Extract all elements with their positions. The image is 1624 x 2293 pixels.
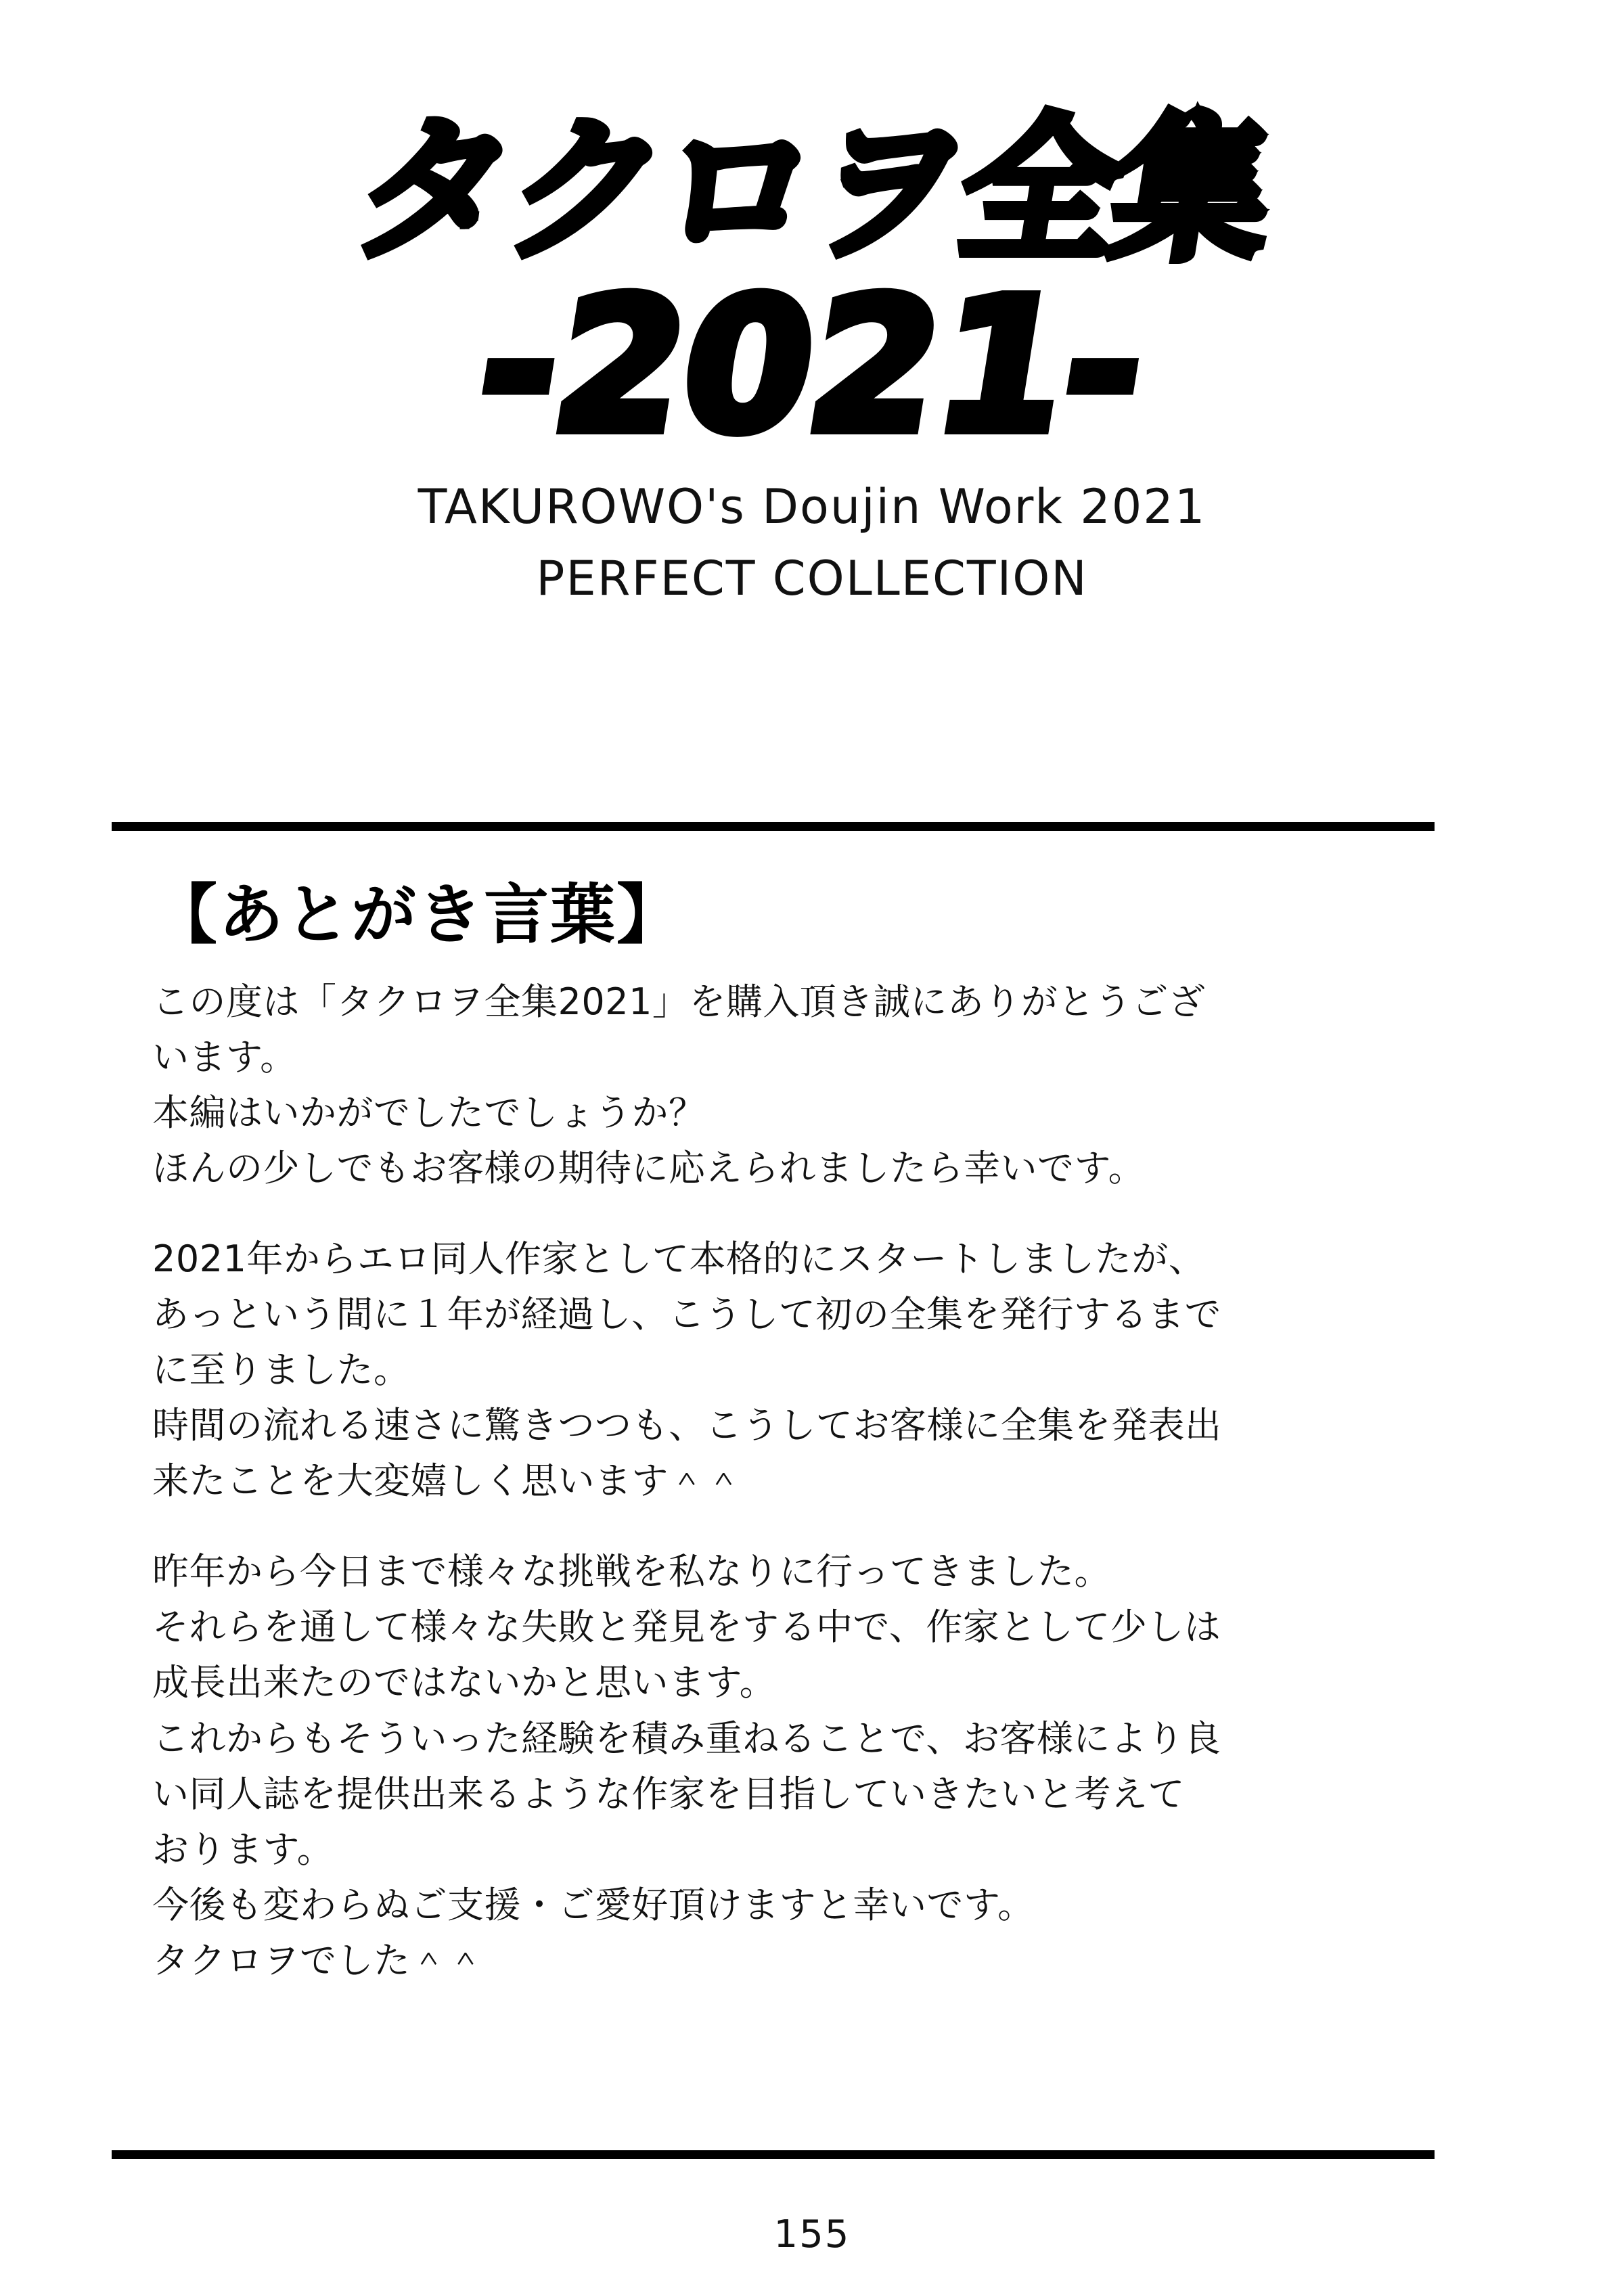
afterword-paragraph: [152, 1544, 1451, 1989]
afterword-line: い同人誌を提供出来るような作家を目指していきたいと考えて: [152, 1772, 1185, 1815]
afterword-line: ほんの少しでもお客様の期待に応えられましたら幸いです。: [152, 1146, 1146, 1189]
afterword-line: います。: [152, 1035, 297, 1079]
afterword-line: タクロヲでした＾＾: [152, 1938, 484, 1982]
afterword-line: 本編はいかがでしたでしょうか？: [152, 1091, 706, 1134]
afterword-line: それらを通して様々な失敗と発見をする中で、作家として少しは: [152, 1606, 1221, 1649]
afterword-line: これからもそういった経験を積み重ねることで、お客様により良: [152, 1717, 1221, 1760]
afterword-line: この度は「タクロヲ全集2021」を購入頂き誠にありがとうござ: [152, 980, 1206, 1023]
afterword-heading: 【あとがき言葉】: [152, 877, 683, 953]
divider-top: [112, 822, 1435, 831]
cover-title-block: [0, 101, 1624, 606]
title-year: -2021-: [465, 259, 1159, 473]
afterword-line: 2021年からエロ同人作家として本格的にスタートしましたが、: [152, 1237, 1206, 1280]
afterword-line: 来たことを大変嬉しく思います＾＾: [152, 1459, 742, 1503]
afterword-paragraph: [152, 1231, 1451, 1509]
afterword-line: 時間の流れる速さに驚きつつも、こうしてお客様に全集を発表出: [152, 1404, 1222, 1447]
afterword-line: 成長出来たのではないかと思います。: [152, 1661, 777, 1704]
afterword-line: 昨年から今日まで様々な挑戦を私なりに行ってきました。: [152, 1550, 1111, 1593]
afterword-line: おります。: [152, 1827, 334, 1871]
title-main: タクロヲ全集: [342, 101, 1282, 281]
afterword-paragraph: [152, 974, 1451, 1196]
title-subtitle-line-2: PERFECT COLLECTION: [536, 550, 1088, 606]
afterword-line: 今後も変わらぬご支援・ご愛好頂けますと幸いです。: [152, 1883, 1035, 1926]
title-subtitle-line-1: TAKUROWO's Doujin Work 2021: [418, 478, 1206, 535]
page-number: 155: [773, 2212, 851, 2256]
afterword-section: [152, 877, 1451, 1989]
afterword-line: あっという間に１年が経過し、こうして初の全集を発行するまで: [152, 1292, 1221, 1336]
afterword-line: に至りました。: [152, 1348, 411, 1392]
divider-bottom: [112, 2150, 1435, 2159]
